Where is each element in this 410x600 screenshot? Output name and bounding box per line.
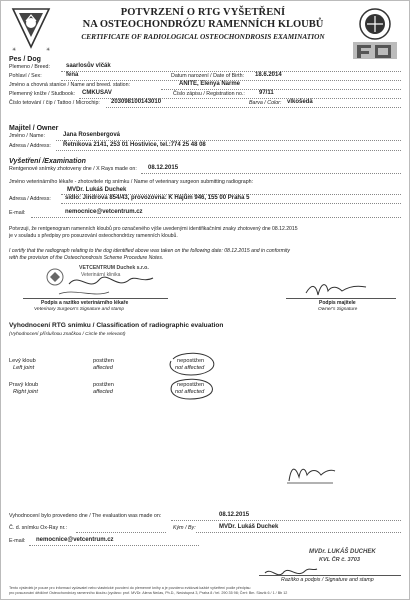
chip-value: 203098100143010 [111, 99, 162, 105]
right-affected-en: affected [93, 389, 113, 395]
vet-email-line [31, 217, 401, 218]
chip-line [106, 107, 401, 108]
eval-date-value: 08.12.2015 [219, 512, 250, 518]
club-logo-icon [9, 7, 53, 53]
evaluator-sign-caption: Razítko a podpis / Signature and stamp [281, 577, 374, 583]
evaluator-signature-line [259, 575, 401, 576]
declaration-en-1: I certify that the radiograph relating to the dog identified above was taken on the following date: 08.12.2015 and in conformity [9, 248, 290, 254]
sex-value: fena [66, 72, 79, 78]
dob-value: 18.6.2014 [255, 72, 282, 78]
owner-name-value: Jana Rosenbergová [63, 132, 121, 138]
fci-logo-icon [349, 7, 401, 61]
left-not-affected-circle [167, 351, 217, 377]
xray-date-line [141, 173, 401, 174]
evaluation-heading: Vyhodnocení RTG snímku / Classification of radiographic evaluation [9, 322, 224, 329]
owner-name-line [56, 140, 401, 141]
footer-email-value: nemocnice@vetcentrum.cz [36, 537, 114, 543]
dog-name-value: ANITE, Elenya Narme [179, 81, 241, 87]
owner-address-label: Adresa / Address: [9, 143, 51, 149]
owner-section-heading: Majitel / Owner [9, 125, 59, 132]
eval-date-label: Vyhodnocení bylo provedeno dne / The evaluation was made on: [9, 513, 162, 519]
owner-signature [301, 277, 371, 299]
vet-signature-caption-2: Veterinary Surgeon's Signature and stamp [34, 307, 125, 312]
breed-line [61, 71, 401, 72]
title-line-1: POTVRZENÍ O RTG VYŠETŘENÍ [120, 7, 286, 18]
left-joint-label: Levý kloub [9, 358, 36, 364]
evaluator-stamp-line-2: KVL ČR č. 3703 [319, 557, 360, 563]
subtitle: CERTIFICATE OF RADIOLOGICAL OSTEOCHONDROSIS EXAMINATION [81, 32, 325, 41]
xray-ref-label: Č. d. snímku Ox-Ray nr.: [9, 525, 67, 531]
right-affected: postižen [93, 382, 114, 388]
vet-stamp-line-2: Veterinární klinika [81, 272, 121, 278]
evaluator-signature [281, 461, 341, 487]
svg-text:✳: ✳ [46, 47, 51, 53]
breed-label: Plemeno / Breed: [9, 64, 50, 70]
breed-value: saarlosův vlčák [66, 63, 111, 69]
right-joint-label-en: Right joint [13, 389, 38, 395]
xray-ref-line [76, 532, 166, 533]
left-joint-label-en: Left joint [13, 365, 35, 371]
left-not-affected-en: not affected [175, 365, 205, 371]
right-not-affected-en: not affected [175, 389, 205, 395]
color-value: vlkošedá [287, 99, 313, 105]
dog-name-label: Jméno a chovná stanice / Name and breed. station: [9, 82, 131, 88]
bottom-note-1: Tento výsledek je pouze pro informaci vydavatel nebo vlastnické povolení do plemenné knihy a je povoleno evidovat každé vyšetření podle předpisu [9, 586, 251, 590]
vet-email-label: E-mail: [9, 210, 26, 216]
right-not-affected: nepostižen [177, 382, 205, 388]
evaluator-label: Kým / By: [173, 525, 196, 531]
owner-signature-caption-1: Podpis majitele [319, 300, 356, 306]
vet-address-line [61, 203, 401, 204]
studbook-value: CMKUSAV [82, 90, 112, 96]
registration-value: 97/11 [259, 90, 274, 96]
vet-signature-caption-1: Podpis a razítko veterinárního lékaře [41, 300, 129, 306]
xray-date-label: Rentgenové snímky zhotoveny dne / X Rays made on: [9, 166, 137, 172]
sex-label: Pohlaví / Sex: [9, 73, 42, 79]
studbook-label: Plemenný kníže / Studbook: [9, 91, 75, 97]
chip-label: Číslo tetování / čip / Tattoo / Microchip: [9, 100, 100, 106]
exam-section-heading: Vyšetření /Examination [9, 158, 86, 165]
owner-address-value: Řetnikova 2141, 253 01 Hostivice, tel.:774 25 48 08 [63, 142, 206, 148]
footer-email-line [29, 545, 199, 546]
vet-email-value: nemocnice@vetcentrum.cz [65, 209, 143, 215]
vet-signature-line [23, 298, 168, 299]
right-joint-label: Pravý kloub [9, 382, 39, 388]
vet-address-label: Adresa / Address: [9, 196, 51, 202]
footer-email-label: E-mail: [9, 538, 26, 544]
svg-text:✳: ✳ [12, 47, 17, 53]
evaluator-line [196, 532, 401, 533]
vet-name-label: Jméno veterinárního lékaře - zhotovitele rtg snímku / Name of veterinary surgeon submitting radiograph: [9, 179, 254, 185]
owner-name-label: Jméno / Name: [9, 133, 45, 139]
dob-label: Datum narození / Date of Birth: [171, 73, 245, 79]
dog-name-line [161, 89, 401, 90]
vet-stamp-line-1: VETCENTRUM Duchek s.r.o. [79, 265, 149, 271]
right-not-affected-circle [167, 375, 217, 401]
bottom-note-2: pro posuzování dědičné Osteochondrózy ramenního kloubu (vydáno: prof. MVDr. Alena Nečas, Ph.D., Neústupná 3, Praha 8 / tel. 290 35 98; Čert: Bm. Slavík 6 / 1 / Bb 12 [9, 591, 288, 595]
declaration-cz-1: Potvrzuji, že rentgenogram ramenních kloubů pro označeného výše uvedenými identifikačními znaky zhotovený dne 08.12.2015 [9, 226, 298, 232]
left-not-affected: nepostižen [177, 358, 205, 364]
vet-address-value: sídlo: Jindrova 854/43, provozovna: K Hájům 946, 155 00 Praha 5 [65, 195, 250, 201]
color-label: Barva / Color: [249, 100, 282, 106]
evaluator-stamp-line-1: MVDr. LUKÁŠ DUCHEK [309, 549, 376, 555]
declaration-en-2: with the provision of the Osteochondrosis Scheme Procedure Notes. [9, 255, 164, 261]
dog-section-heading: Pes / Dog [9, 56, 41, 63]
owner-signature-line [286, 298, 396, 299]
owner-address-line [56, 150, 401, 151]
left-affected: postižen [93, 358, 114, 364]
vet-name-value: MVDr. Lukáš Duchek [67, 187, 127, 193]
owner-signature-caption-2: Owner's Signature [318, 307, 358, 312]
evaluation-note: (Vyhodnocení příslušnou značkou / Circle the relevant) [9, 332, 126, 337]
xray-date-value: 08.12.2015 [148, 165, 179, 171]
registration-label: Číslo zápisu / Registration no.: [173, 91, 245, 97]
declaration-cz-2: je v souladu s předpisy pro posuzování osteochondrózy ramenních kloubů. [9, 233, 178, 239]
evaluator-value: MVDr. Lukáš Duchek [219, 524, 279, 530]
left-affected-en: affected [93, 365, 113, 371]
eval-date-line [171, 520, 401, 521]
title-line-2: NA OSTEOCHONDRÓZU RAMENNÍCH KLOUBŮ [82, 19, 324, 30]
